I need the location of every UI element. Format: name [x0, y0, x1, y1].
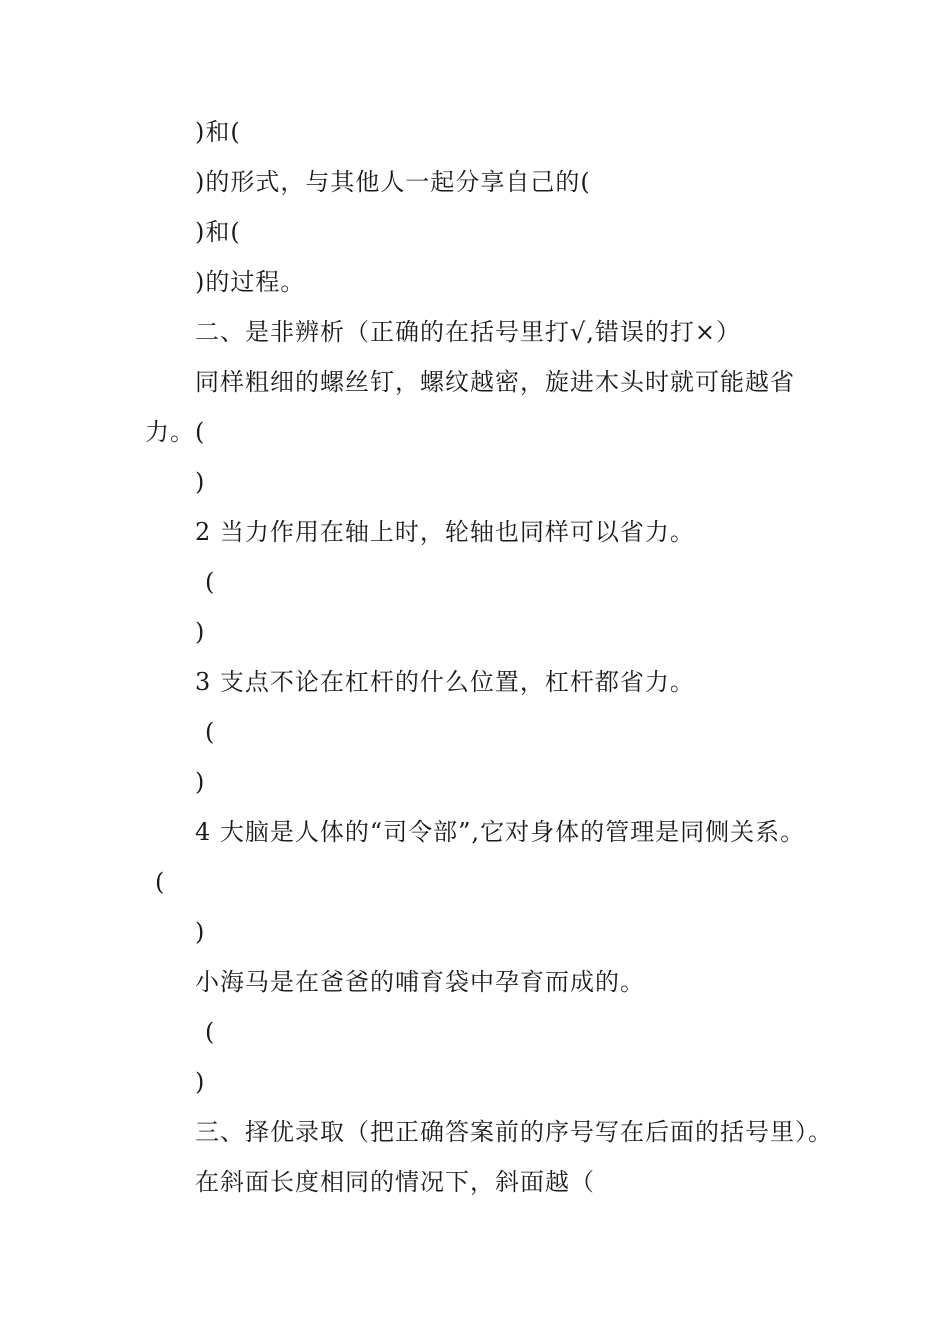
question-text: 4 大脑是人体的“司令部”,它对身体的管理是同侧关系。: [195, 818, 806, 846]
answer-bracket: ): [195, 918, 206, 946]
text-line: )和(: [195, 218, 241, 246]
answer-bracket: ): [195, 618, 206, 646]
question-text: 在斜面长度相同的情况下，斜面越（: [195, 1168, 595, 1196]
answer-bracket: (: [205, 568, 216, 596]
answer-bracket: ): [195, 1068, 206, 1096]
question-text: 小海马是在爸爸的哺育袋中孕育而成的。: [195, 968, 645, 996]
answer-bracket: (: [155, 868, 166, 896]
answer-bracket: (: [205, 1018, 216, 1046]
text-line: )和(: [195, 118, 241, 146]
text-line: )的过程。: [195, 268, 306, 296]
text-line: )的形式，与其他人一起分享自己的(: [195, 168, 591, 196]
answer-bracket: (: [205, 718, 216, 746]
answer-bracket: ): [195, 768, 206, 796]
question-text: 3 支点不论在杠杆的什么位置，杠杆都省力。: [195, 668, 695, 696]
answer-bracket: ): [195, 468, 206, 496]
question-text: 同样粗细的螺丝钉，螺纹越密，旋进木头时就可能越省: [195, 368, 795, 396]
text-line: 力。(: [145, 418, 206, 446]
section-heading: 二、是非辨析（正确的在括号里打√,错误的打×）: [195, 318, 742, 346]
question-text: 2 当力作用在轴上时，轮轴也同样可以省力。: [195, 518, 695, 546]
section-heading: 三、择优录取（把正确答案前的序号写在后面的括号里）。: [195, 1118, 833, 1146]
